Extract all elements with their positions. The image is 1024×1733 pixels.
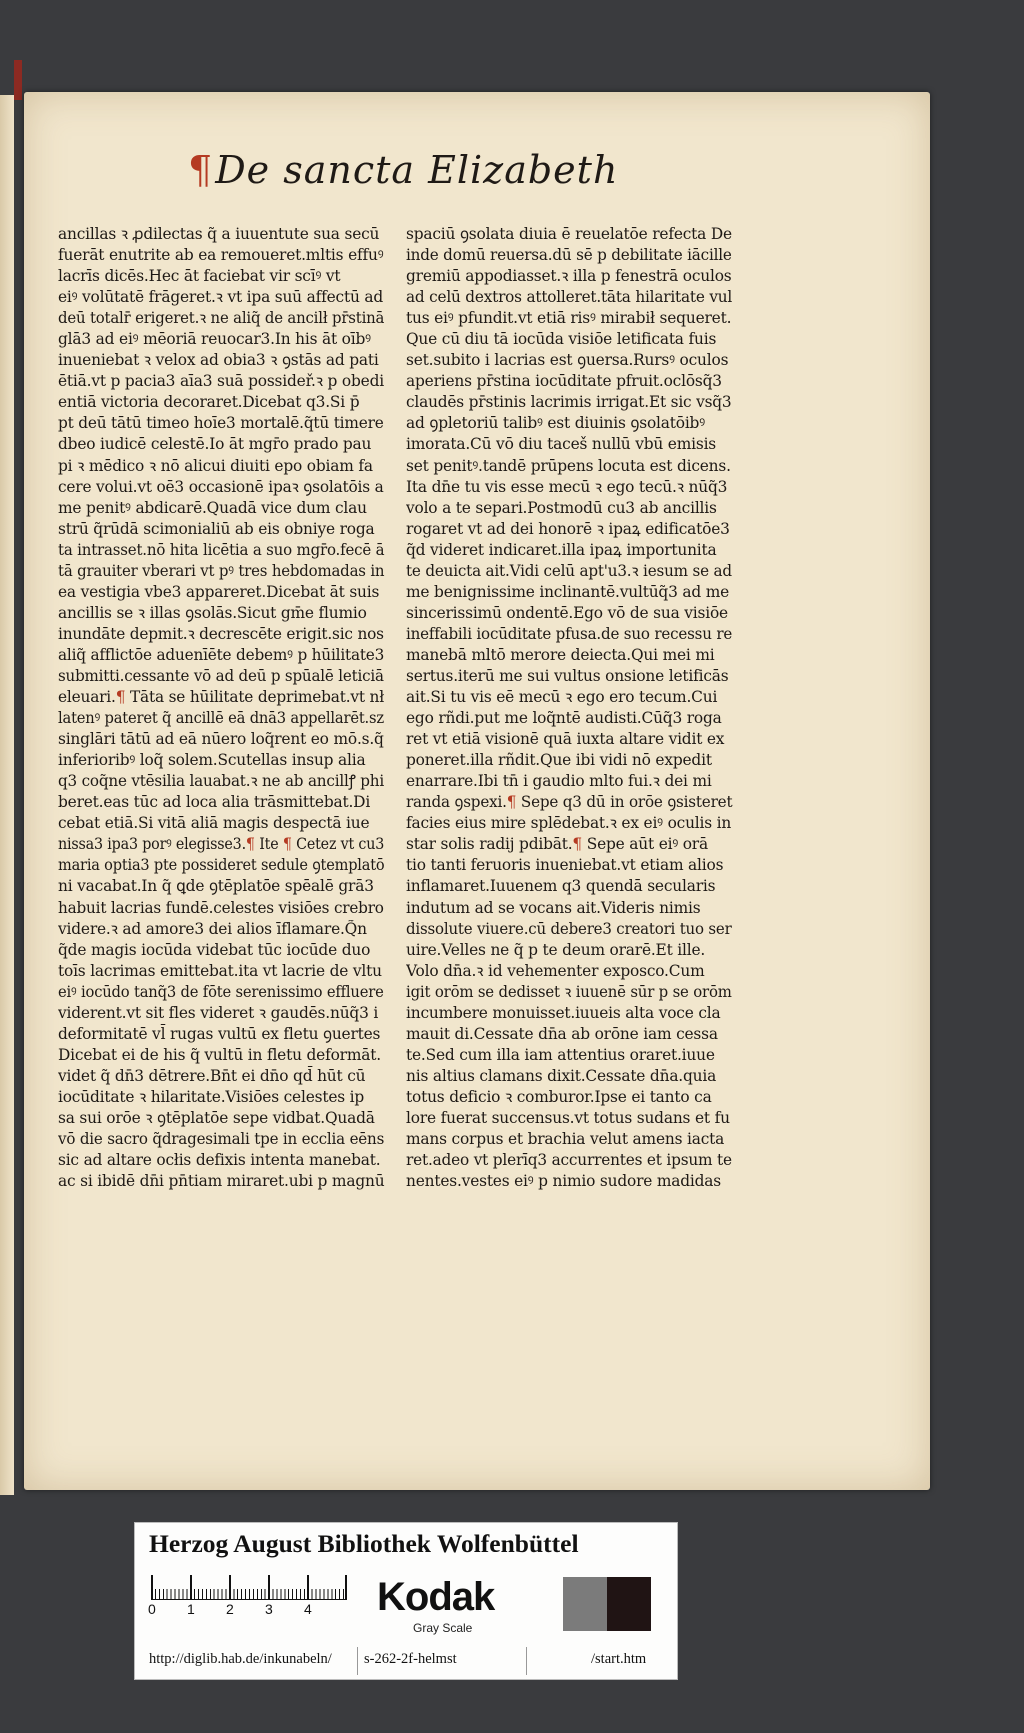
text-line: inueniebat ꝛ velox ad obia3 ꝛ ꝯstās ad pati [58, 351, 379, 370]
pilcrow-icon: ¶ [282, 835, 292, 854]
text-line: ancillas ꝛ ꝓdilectas q̃ a iuuentute sua secū [58, 225, 380, 243]
text-line: ad ꝯpletoriū talibꝰ est diuinis ꝯsolatōibꝰ [406, 414, 705, 433]
text-line: ret.adeo vt plerīq3 accurrentes et ipsum te [406, 1151, 732, 1170]
url-id-box [357, 1647, 527, 1675]
text-line: singlāri tātū ad eā nūero loq̃rent eo mō.s.q̃ [58, 730, 384, 749]
text-line: Ita dn̄e tu vis esse mecū ꝛ ego tecū.ꝛ nūq̃3 [406, 477, 728, 496]
text-line: iocūditate ꝛ hilaritate.Visiōes celestes ip [58, 1087, 365, 1106]
text-line: fuerāt enutrite ab ea remoueret.mltis effuꝰ [58, 246, 384, 265]
text-line: inde domū reuersa.dū sē p debilitate iācille [406, 246, 732, 265]
text-line: lore fuerat succensus.vt totus sudans et fu [406, 1108, 730, 1127]
text-line: ego rñdi.put me loq̃ntē audisti.Cūq̃3 roga [406, 709, 722, 728]
text-line: submitti.cessante vō ad deū p spūalē leticiā [58, 666, 384, 685]
pilcrow-icon: ¶ [115, 688, 126, 707]
text-line: te.Sed cum illa iam attentius oraret.iuue [406, 1045, 715, 1064]
text-line: ad celū dextros attolleret.tāta hilaritate vul [406, 288, 733, 307]
text-line: strū q̃rūdā scimonialiū ab eis obniye roga [58, 519, 375, 538]
heading-text: De sancta Elizabeth [215, 148, 619, 192]
text-line: mauit di.Cessate dn̄a ab orōne iam cessa [406, 1024, 718, 1043]
gray-swatch [563, 1577, 607, 1631]
text-line: nissa3 ipa3 porꝰ elegisse3.¶ Ite ¶ Cetez vt cu3 [58, 835, 385, 854]
text-line: inferioribꝰ loq̃ solem.Scutellas insup alia [58, 751, 366, 770]
text-line: q̃d videret indicaret.illa ipaꝝ importunita [406, 540, 717, 559]
text-line: incumbere monuisset.iuueis alta voce cla [406, 1003, 721, 1022]
text-line: deū totalr̄ erigeret.ꝛ ne aliq̃ de ancilł pr̄stinā [58, 309, 385, 328]
text-line: spaciū ꝯsolata diuia ē reuelatōe refecta De [406, 225, 732, 243]
gray-scale-label: Gray Scale [413, 1621, 473, 1635]
text-line: inflamaret.Iuuenem q3 quendā secularis [406, 877, 716, 896]
text-line: sertus.iterū me sui vultus onsione letificās [406, 666, 729, 685]
text-line: sincerissimū ondentē.Ego vō de sua visiōe [406, 603, 728, 622]
text-line: imorata.Cū vō diu taceš nullū vbū emisis [406, 435, 717, 454]
text-line: me penitꝰ abdicarē.Quadā vice dum clau [58, 498, 367, 517]
ruler-number: 0 [148, 1601, 156, 1617]
text-line: te deuicta ait.Vidi celū apt'u3.ꝛ iesum se ad [406, 561, 732, 580]
text-line: set.subito i lacrias est ꝯuersa.Rursꝰ oculos [406, 351, 729, 370]
text-line: rogaret vt ad dei honorē ꝛ ipaꝝ edificatōe3 [406, 519, 730, 538]
text-line: sa sui orōe ꝛ ꝯtēplatōe sepe vidbat.Quadā [58, 1108, 375, 1127]
text-line: videre.ꝛ ad amore3 dei alios īflamare.Q̃n [58, 919, 367, 938]
text-line: ac si ibidē dn̄i pn̄tiam miraret.ubi p magnū [58, 1172, 385, 1191]
text-line: pi ꝛ mēdico ꝛ nō alicui diuiti epo obiam fa [58, 456, 373, 475]
text-line: indutum ad se vocans ait.Videris nimis [406, 898, 701, 917]
text-line: aliq̃ afflictōe aduenīēte debemꝰ p hūilitate3 [58, 645, 385, 664]
text-line: ait.Si tu vis eē mecū ꝛ ego ero tecum.Cui [406, 688, 718, 707]
text-line: star solis radij pdibāt.¶ Sepe aūt eiꝰ orā [406, 835, 708, 854]
text-line: gremiū appodiasset.ꝛ illa p fenestrā oculos [406, 267, 732, 286]
text-line: glā3 ad eiꝰ mēoriā reuocar3.In his āt oībꝰ [58, 330, 371, 349]
text-line: randa ꝯspexi.¶ Sepe q3 dū in orōe ꝯsisteret [406, 793, 733, 812]
text-line: beret.eas tūc ad loca alia trāsmittebat.Di [58, 793, 371, 812]
text-line: Dicebat ei de his q̃ vultū in fletu deformāt. [58, 1045, 381, 1064]
text-line: aperiens pr̄stina iocūditate pfruit.oclōsq̃3 [406, 372, 722, 391]
text-line: ineffabili iocūditate pfusa.de suo recessu re [406, 624, 733, 643]
pilcrow-icon: ¶ [188, 148, 214, 192]
ruler-number: 4 [304, 1601, 312, 1617]
scale-ruler [151, 1573, 347, 1600]
text-line: cere volui.vt oē3 occasionē ipaꝛ ꝯsolatōis a [58, 477, 384, 496]
text-line: ētiā.vt p pacia3 aīa3 suā possideř.ꝛ p obedi [58, 372, 384, 391]
page-heading [188, 148, 619, 198]
text-line: manebā mltō merore deiecta.Qui mei mi [406, 645, 715, 664]
url-suffix: /start.htm [591, 1651, 647, 1667]
text-line: poneret.illa rñdit.Que ibi vidi nō expedit [406, 751, 712, 770]
text-line: inundāte depmit.ꝛ decrescēte erigit.sic nos [58, 624, 384, 643]
text-line: deformitatē vl̄ rugas vultū ex fletu ꝯuertes [58, 1024, 381, 1043]
text-line: tus eiꝰ pfundit.vt etiā risꝰ mirabił sequeret. [406, 309, 732, 328]
text-line: maria optia3 pte possideret sedule ꝯtemplatō [58, 856, 385, 875]
pilcrow-icon: ¶ [572, 835, 583, 854]
text-line: nis altius clamans dixit.Cessate dn̄a.quia [406, 1066, 717, 1085]
text-line: q3 coq̃ne vtēsilia lauabat.ꝛ ne ab ancillꝭ phi [58, 772, 385, 791]
text-line: lacrīs dicēs.Hec āt faciebat vir scīꝰ vt [58, 267, 341, 286]
ruler-number: 3 [265, 1601, 273, 1617]
right-text-column [406, 224, 736, 1192]
text-line: eiꝰ iocūdo tanq̃3 de fōte serenissimo effluere [58, 982, 384, 1001]
url-prefix: http://diglib.hab.de/inkunabeln/ [149, 1651, 332, 1667]
text-line: videt q̃ dn̄3 dētrere.Bn̄t ei dn̄o qd̄ hūt cū [58, 1066, 366, 1085]
text-line: entiā victoria decoraret.Dicebat q3.Si p̄ [58, 393, 360, 412]
library-name: Herzog August Bibliothek Wolfenbüttel [149, 1529, 579, 1558]
text-line: ancillis se ꝛ illas ꝯsolās.Sicut gm̄e flumio [58, 603, 367, 622]
text-line: eiꝰ volūtatē frāgeret.ꝛ vt ipa suū affectū ad [58, 288, 384, 307]
text-line: facies eius mire splēdebat.ꝛ ex eiꝰ oculis in [406, 814, 732, 833]
text-line: nentes.vestes eiꝰ p nimio sudore madidas [406, 1172, 722, 1191]
text-line: vō die sacro q̃dragesimali tpe in ecclia eēns [58, 1130, 385, 1149]
color-target-card [134, 1522, 678, 1680]
text-line: Volo dn̄a.ꝛ id vehementer exposco.Cum [406, 961, 705, 980]
url-id: s-262-2f-helmst [364, 1651, 457, 1667]
text-line: Que cū diu tā iocūda visiōe letificata fuis [406, 330, 717, 349]
pilcrow-icon: ¶ [506, 793, 517, 812]
text-line: sic ad altare ocłis defixis intenta manebat. [58, 1151, 381, 1170]
text-line: set penitꝰ.tandē prūpens locuta est dicens. [406, 456, 731, 475]
text-line: ea vestigia vbe3 appareret.Dicebat āt suis [58, 582, 380, 601]
text-line: enarrare.Ibi tn̄ i gaudio mlto fui.ꝛ dei mi [406, 772, 712, 791]
text-line: dbeo iudicē celestē.Io āt mgr̄o prado pau [58, 435, 372, 454]
text-line: ni vacabat.In q̃ ꝗde ꝯtēplatōe spēalē grā3 [58, 877, 374, 896]
left-text-column [58, 224, 388, 1192]
pilcrow-icon: ¶ [245, 835, 255, 854]
text-line: tā grauiter vberari vt pꝰ tres hebdomadas in [58, 561, 385, 580]
text-line: me benignissime inclinantē.vultūq̃3 ad me [406, 582, 730, 601]
text-line: habuit lacrias fundē.celestes visiōes crebro [58, 898, 384, 917]
text-line: q̃de magis iocūda videbat tūc iocūde duo [58, 940, 371, 959]
text-line: uire.Velles ne q̃ p te deum orarē.Et ille. [406, 940, 706, 959]
ruler-number: 2 [226, 1601, 234, 1617]
previous-page-edge [0, 95, 14, 1495]
ruler-number: 1 [187, 1601, 195, 1617]
ruler-numbers [145, 1601, 365, 1621]
text-line: viderent.vt sit fles videret ꝛ gaudēs.nūq̃3 i [58, 1003, 379, 1022]
text-line: totus deficio ꝛ comburor.Ipse ei tanto ca [406, 1087, 712, 1106]
text-line: claudēs pr̄stinis lacrimis irrigat.Et sic vsq̃3 [406, 393, 732, 412]
text-line: volo a te separi.Postmodū cu3 ab ancillis [406, 498, 717, 517]
url-row [135, 1647, 675, 1673]
text-line: mans corpus et brachia velut amens iacta [406, 1130, 725, 1149]
text-line: pt deū tātū timeo hoīe3 mortalē.q̃tū timere [58, 414, 384, 433]
text-line: ret vt etiā visionē quā iuxta altare vidit ex [406, 730, 725, 749]
text-line: toīs lacrimas emittebat.ita vt lacrie de vltu [58, 961, 382, 980]
text-line: tio tanti feruoris inueniebat.vt etiam alios [406, 856, 724, 875]
kodak-logo: Kodak [377, 1575, 495, 1619]
text-line: eleuari.¶ Tāta se hūilitate deprimebat.vt nł [58, 688, 385, 707]
text-line: igit orōm se dedisset ꝛ iuuenē sūr p se orōm [406, 982, 732, 1001]
text-line: dissolute viuere.cū debere3 creatori tuo ser [406, 919, 732, 938]
text-line: cebat etiā.Si vitā aliā magis despectā iue [58, 814, 370, 833]
page-edge-mark [14, 60, 22, 100]
text-line: ta intrasset.nō hita licētia a suo mgr̄o.fecē ā [58, 540, 385, 559]
dark-swatch [607, 1577, 651, 1631]
text-line: latenꝰ pateret q̃ ancillē eā dnā3 appellarēt.sz [58, 709, 384, 728]
